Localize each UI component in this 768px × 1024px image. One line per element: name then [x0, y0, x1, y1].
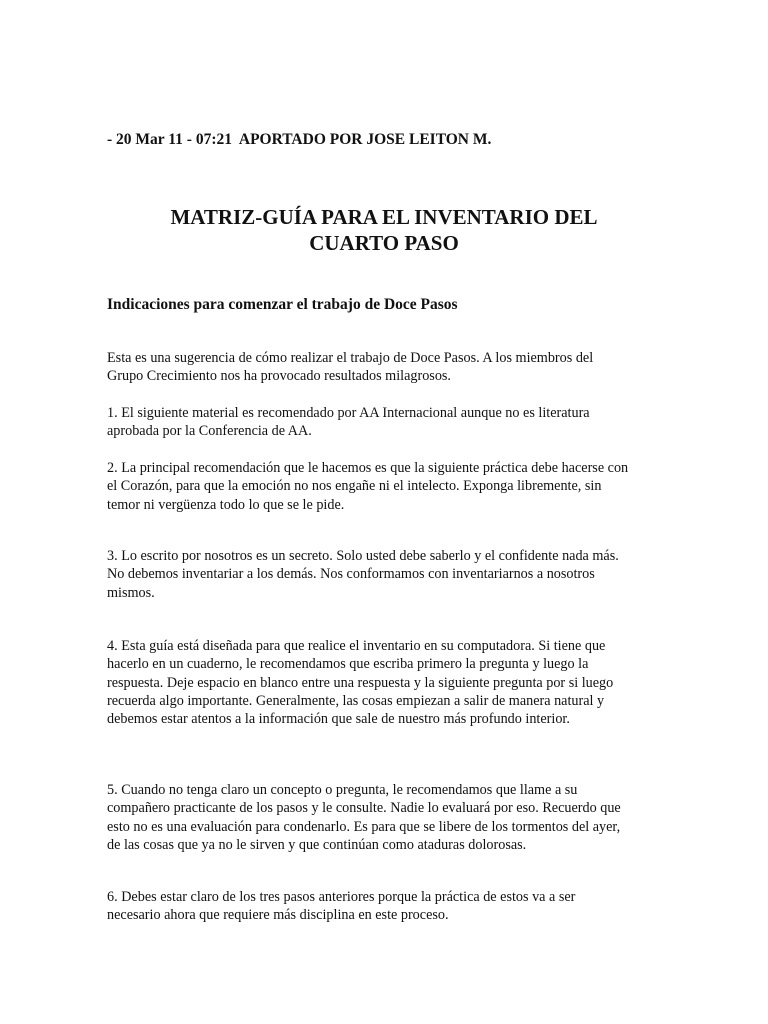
document-title: [107, 204, 661, 256]
paragraph-intro: [107, 349, 667, 386]
paragraph-line: 5. Cuando no tenga claro un concepto o pregunta, le recomendamos que llame a su: [107, 782, 578, 798]
paragraph-line: de las cosas que ya no le sirven y que continúan como ataduras dolorosas.: [107, 836, 527, 853]
paragraph-line: 3. Lo escrito por nosotros es un secreto. Solo usted debe saberlo y el confidente nada más.: [107, 548, 619, 564]
paragraph-line: Esta es una sugerencia de cómo realizar el trabajo de Doce Pasos. A los miembros del: [107, 350, 594, 366]
paragraph-line: recuerda algo importante. Generalmente, las cosas empiezan a salir de manera natural y: [107, 692, 605, 709]
paragraph-line: hacerlo en un cuaderno, le recomendamos que escriba primero la pregunta y luego la: [107, 656, 589, 673]
paragraph-item-6: [107, 888, 667, 925]
paragraph-item-2: [107, 459, 667, 514]
document-meta-line: - 20 Mar 11 - 07:21 APORTADO POR JOSE LEITON M.: [107, 131, 492, 148]
paragraph-line: aprobada por la Conferencia de AA.: [107, 423, 312, 440]
paragraph-item-3: [107, 547, 667, 602]
paragraph-line: necesario ahora que requiere más disciplina en este proceso.: [107, 907, 449, 924]
paragraph-line: debemos estar atentos a la información que sale de nuestro más profundo interior.: [107, 711, 570, 728]
paragraph-line: esto no es una evaluación para condenarlo. Es para que se libere de los tormentos del ayer,: [107, 818, 621, 835]
paragraph-line: 4. Esta guía está diseñada para que realice el inventario en su computadora. Si tiene que: [107, 638, 606, 654]
paragraph-line: 2. La principal recomendación que le hacemos es que la siguiente práctica debe hacerse con: [107, 460, 629, 476]
paragraph-line: respuesta. Deje espacio en blanco entre una respuesta y la siguiente pregunta por si luego: [107, 674, 614, 691]
paragraph-line: el Corazón, para que la emoción no nos engañe ni el intelecto. Exponga libremente, sin: [107, 478, 602, 495]
paragraph-line: No debemos inventariar a los demás. Nos conformamos con inventariarnos a nosotros: [107, 566, 595, 583]
paragraph-line: 1. El siguiente material es recomendado por AA Internacional aunque no es literatura: [107, 405, 590, 421]
paragraph-item-1: [107, 404, 667, 441]
paragraph-line: compañero practicante de los pasos y le consulte. Nadie lo evaluará por eso. Recuerdo que: [107, 800, 621, 817]
paragraph-line: temor ni vergüenza todo lo que se le pide.: [107, 496, 345, 513]
document-subtitle: Indicaciones para comenzar el trabajo de Doce Pasos: [107, 296, 458, 313]
paragraph-line: 6. Debes estar claro de los tres pasos anteriores porque la práctica de estos va a ser: [107, 889, 576, 905]
paragraph-item-5: [107, 781, 667, 854]
paragraph-line: mismos.: [107, 584, 155, 601]
paragraph-item-4: [107, 637, 667, 728]
title-line-2: CUARTO PASO: [309, 231, 459, 255]
paragraph-line: Grupo Crecimiento nos ha provocado resultados milagrosos.: [107, 368, 451, 385]
title-line-1: MATRIZ-GUÍA PARA EL INVENTARIO DEL: [170, 205, 598, 229]
